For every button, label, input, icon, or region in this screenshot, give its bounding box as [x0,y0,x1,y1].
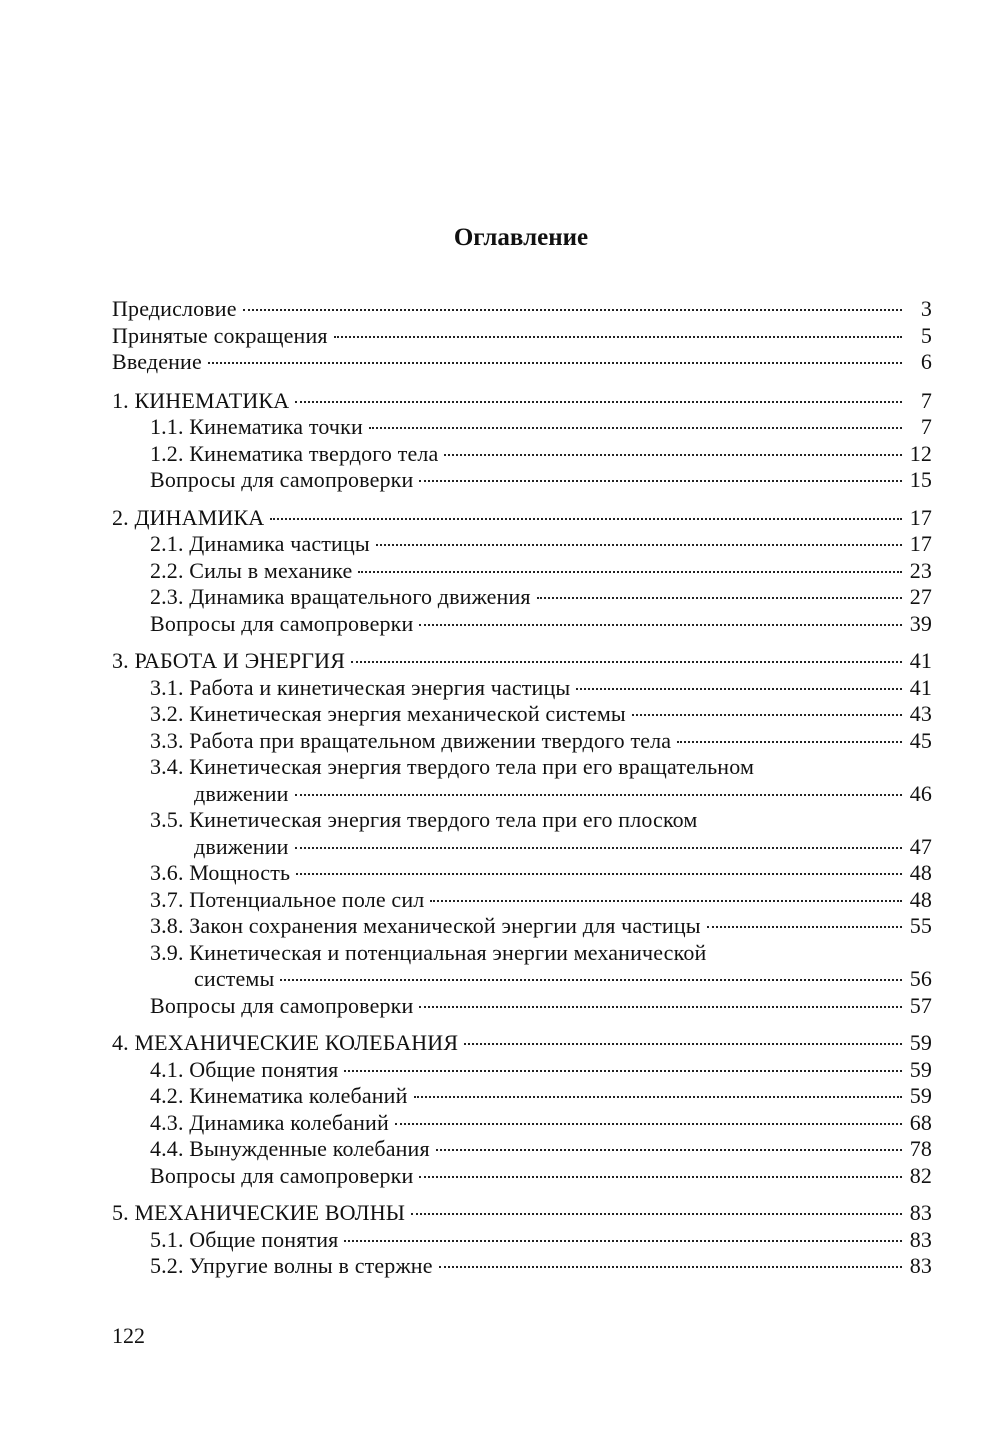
dot-leader [677,741,902,743]
toc-section-page: 46 [909,780,932,806]
toc-section-label: 2.2. Силы в механике [150,557,353,583]
toc-section-page: 47 [909,833,932,859]
toc-section-page: 45 [909,727,932,753]
dot-leader [208,362,902,364]
toc-section-label: 4.2. Кинематика колебаний [150,1083,408,1108]
toc-entry-label: Предисловие [112,296,237,321]
toc-section-page: 78 [909,1136,932,1161]
toc-section-page: 7 [920,414,932,439]
toc-chapter-label: 2. ДИНАМИКА [112,504,265,530]
toc-chapter-page: 59 [909,1030,932,1055]
toc-section-label: Вопросы для самопроверки [150,467,414,492]
toc-section[interactable] [150,1057,932,1084]
toc-entry-page: 6 [920,349,932,374]
toc-section-label: 3.9. Кинетическая и потенциальная энергии механической [150,939,707,965]
dot-leader [280,979,902,981]
toc-section[interactable] [150,611,932,638]
toc-section-page: 59 [909,1083,932,1108]
toc-section-label: 5.2. Упругие волны в стержне [150,1253,433,1278]
dot-leader [295,847,902,849]
dot-leader [358,571,902,573]
toc-chapter-3[interactable] [112,648,932,675]
toc-section[interactable] [150,414,932,441]
dot-leader [296,873,902,875]
dot-leader [430,900,902,902]
toc-entry-page: 3 [920,296,932,321]
dot-leader [537,597,902,599]
toc-section-page: 82 [909,1162,932,1188]
toc-section-label-continued: движении [194,833,289,859]
toc-entry-label: Введение [112,349,202,374]
toc-section-label: 3.3. Работа при вращательном движении твердого тела [150,727,672,753]
toc-entry-introduction[interactable] [112,349,932,376]
toc-section[interactable] [150,584,932,611]
toc-section-page: 56 [909,966,932,991]
toc-section-page: 83 [909,1226,932,1252]
toc-chapter-4[interactable] [112,1030,932,1057]
dot-leader [419,1006,902,1008]
toc-section[interactable] [150,754,932,807]
dot-leader [419,624,902,626]
toc-section-page: 43 [909,701,932,726]
toc-section-label: 3.1. Работа и кинетическая энергия частицы [150,674,571,700]
toc-section[interactable] [150,701,932,728]
toc-section[interactable] [150,531,932,558]
toc-section-label: 1.2. Кинематика твердого тела [150,440,439,466]
toc-section[interactable] [150,467,932,494]
dot-leader [376,544,902,546]
toc-chapter-5[interactable] [112,1200,932,1227]
toc-section-page: 57 [909,992,932,1018]
toc-section-page: 48 [909,860,932,885]
toc-section-label: 3.5. Кинетическая энергия твердого тела при его плоском [150,807,698,832]
toc-section-label: 5.1. Общие понятия [150,1226,339,1252]
toc-section-page: 48 [909,886,932,912]
dot-leader [436,1149,902,1151]
toc-section[interactable] [150,993,932,1020]
toc-section-page: 17 [909,531,932,556]
toc-chapter-page: 7 [920,387,932,413]
toc-section[interactable] [150,1227,932,1254]
dot-leader [419,1176,902,1178]
toc-entry-label: Принятые сокращения [112,322,328,348]
toc-section[interactable] [150,1136,932,1163]
toc-chapter-page: 17 [909,504,932,530]
toc-section[interactable] [150,1110,932,1137]
toc-section-label: 3.4. Кинетическая энергия твердого тела при его вращательном [150,754,755,779]
dot-leader [414,1096,902,1098]
dot-leader [419,480,902,482]
toc-section[interactable] [150,1253,932,1280]
toc-chapter-page: 41 [909,648,932,673]
dot-leader [351,661,902,663]
table-of-contents [112,296,932,1280]
toc-section[interactable] [150,940,932,993]
dot-leader [334,336,902,338]
toc-section-label: 2.3. Динамика вращательного движения [150,584,531,609]
dot-leader [344,1240,902,1242]
toc-section-label-continued: системы [194,966,275,991]
toc-section-label: Вопросы для самопроверки [150,992,414,1018]
toc-section-page: 27 [909,584,932,609]
toc-section[interactable] [150,1163,932,1190]
toc-section[interactable] [150,860,932,887]
dot-leader [243,309,902,311]
toc-section-page: 83 [909,1253,932,1278]
toc-section-page: 68 [909,1109,932,1135]
toc-section[interactable] [150,675,932,702]
toc-section-label: 3.2. Кинетическая энергия механической системы [150,701,626,726]
toc-section[interactable] [150,728,932,755]
dot-leader [295,794,902,796]
toc-section-label: Вопросы для самопроверки [150,1162,414,1188]
toc-section-label: 4.1. Общие понятия [150,1056,339,1082]
dot-leader [369,427,902,429]
dot-leader [464,1043,902,1045]
toc-section[interactable] [150,441,932,468]
toc-chapter-label: 3. РАБОТА И ЭНЕРГИЯ [112,648,346,673]
dot-leader [632,714,902,716]
toc-section-label: 3.7. Потенциальное поле сил [150,886,425,912]
dot-leader [444,454,902,456]
dot-leader [439,1266,902,1268]
dot-leader [411,1213,902,1215]
toc-chapter-label: 4. МЕХАНИЧЕСКИЕ КОЛЕБАНИЯ [112,1030,459,1055]
toc-section[interactable] [150,913,932,940]
dot-leader [344,1070,902,1072]
toc-chapter-label: 5. МЕХАНИЧЕСКИЕ ВОЛНЫ [112,1200,406,1225]
toc-entry-page: 5 [920,322,932,348]
toc-section-page: 55 [909,913,932,938]
toc-section-label: Вопросы для самопроверки [150,610,414,636]
dot-leader [395,1123,902,1125]
toc-section-label: 1.1. Кинематика точки [150,414,363,439]
toc-chapter-label: 1. КИНЕМАТИКА [112,387,290,413]
toc-section-label: 4.3. Динамика колебаний [150,1109,389,1135]
toc-chapter-page: 83 [909,1200,932,1225]
toc-section-label: 3.6. Мощность [150,860,291,885]
toc-entry-preface[interactable] [112,296,932,323]
page-number: 122 [112,1323,145,1348]
dot-leader [707,926,902,928]
toc-section[interactable] [150,1083,932,1110]
toc-section-page: 23 [909,557,932,583]
dot-leader [270,518,902,520]
toc-section[interactable] [150,558,932,585]
toc-entry-abbreviations[interactable] [112,323,932,350]
toc-section-label: 4.4. Вынужденные колебания [150,1136,430,1161]
toc-section-label-continued: движении [194,780,289,806]
toc-chapter-2[interactable] [112,505,932,532]
toc-section-page: 41 [909,674,932,700]
toc-section-page: 15 [909,467,932,492]
toc-chapter-1[interactable] [112,388,932,415]
toc-section-page: 12 [909,440,932,466]
dot-leader [576,688,902,690]
toc-section[interactable] [150,807,932,860]
page-title: Оглавление [453,224,589,251]
toc-section-page: 59 [909,1056,932,1082]
toc-section-label: 3.8. Закон сохранения механической энергии для частицы [150,913,701,938]
dot-leader [295,401,902,403]
toc-section-label: 2.1. Динамика частицы [150,531,370,556]
toc-section-page: 39 [909,610,932,636]
toc-section[interactable] [150,887,932,914]
